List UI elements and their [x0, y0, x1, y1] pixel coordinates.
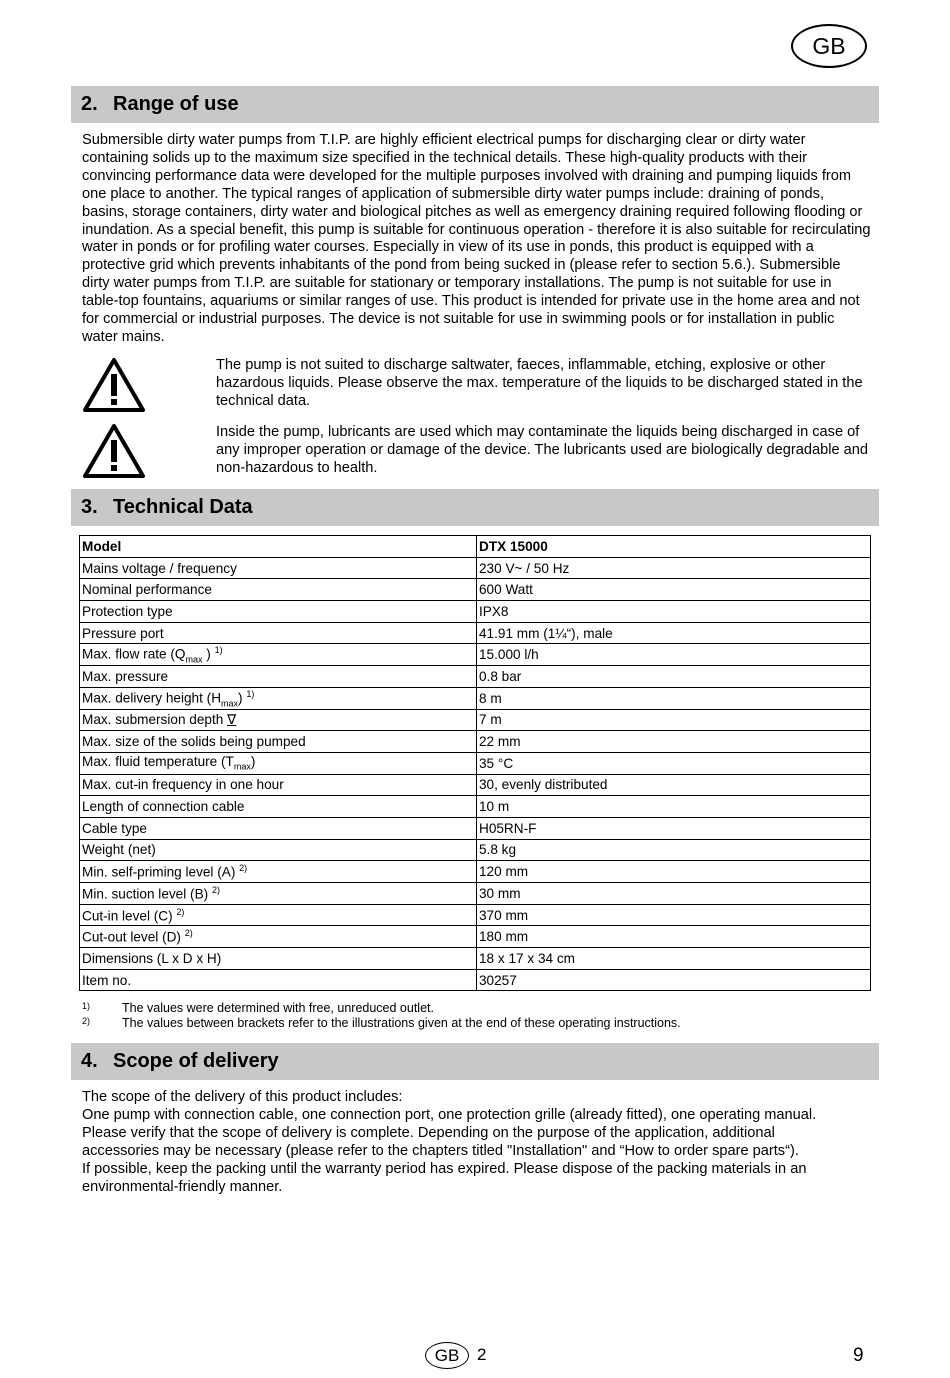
table-row [80, 861, 871, 883]
table-cell-label: Max. fluid temperature $(T_{max})$ [80, 752, 477, 774]
language-badge: GB [791, 24, 867, 68]
table-cell-label: Length of connection cable [80, 796, 477, 818]
table-cell-value: 30 mm [477, 883, 871, 905]
table-cell-value: 35 °C [477, 752, 871, 774]
table-cell-value: 22 mm [477, 731, 871, 753]
footnote-mark: 2) [82, 1016, 91, 1026]
table-cell-value: 600 Watt [477, 579, 871, 601]
page-number: 9 [853, 1345, 864, 1366]
table-row [80, 948, 871, 970]
table-cell-value: 41.91 mm (1¼“), male [477, 622, 871, 644]
footer-section-label: 2 [477, 1345, 487, 1364]
table-row [80, 622, 871, 644]
table-cell-value: 230 V~ / 50 Hz [477, 557, 871, 579]
table-cell-label: Min. self-priming level (A) $^{2)}$ [80, 861, 477, 883]
section-heading-scope-of-delivery [71, 1043, 879, 1080]
table-cell-value: 10 m [477, 796, 871, 818]
table-row [80, 579, 871, 601]
table-cell-value: 7 m [477, 709, 871, 731]
table-cell-label: Max. cut-in frequency in one hour [80, 774, 477, 796]
table-cell-label: Max. delivery height $(H_{max})$ $^{1)}$ [80, 687, 477, 709]
range-of-use-paragraph: Submersible dirty water pumps from T.I.P. are highly efficient electrical pumps for discharging clear or dirty water containing solids up to the maximum size specified in the technical details. These high-quality products with their convincing performance data were developed for the multiple purposes involved with draining and pumping liquids from one place to another. The typical ranges of application of submersible dirty water pumps include: draining of ponds, basins, storage containers, dirty water and biological pitches as well as emergency draining required following flooding or inundation. As a special benefit, this pump is suitable for continuous operation - therefore it is also suitable for recirculating water in ponds or for profiling water courses. Especially in view of its use in ponds, this product is equipped with a protective grid which prevents inhabitants of the pond from being sucked in (please refer to section 5.6.). Submersible dirty water pumps from T.I.P. are suitable for stationary or temporary installations. The pump is not suitable for use in table-top fountains, aquariums or similar ranges of use. This product is intended for private use in the home area and not for commercial or industrial purposes. The device is not suitable for use in swimming pools or for installation in public water mains. [82, 132, 871, 345]
section-title: Scope of delivery [113, 1050, 279, 1072]
footnote-1 [82, 1001, 434, 1015]
section-heading-technical-data [71, 489, 879, 526]
warning-triangle-icon [82, 357, 146, 413]
warning-triangle-icon [82, 423, 146, 479]
table-cell-value: IPX8 [477, 601, 871, 623]
table-cell-value: 15.000 l/h [477, 644, 871, 666]
table-row [80, 687, 871, 709]
section-heading-range-of-use [71, 86, 879, 123]
table-cell-label: Cut-out level (D) $^{2)}$ [80, 926, 477, 948]
table-row [80, 926, 871, 948]
footnote-2 [82, 1016, 681, 1030]
table-cell-label: Max. flow rate ($Q_{max}$ ) $^{1)}$ [80, 644, 477, 666]
table-row [80, 644, 871, 666]
scope-of-delivery-text [82, 1089, 882, 1196]
table-cell-label: Cut-in level (C) $^{2)}$ [80, 904, 477, 926]
table-cell-value: 30, evenly distributed [477, 774, 871, 796]
table-row [80, 817, 871, 839]
table-cell-label: Item no. [80, 969, 477, 991]
section-number: 4. [81, 1050, 98, 1072]
table-cell-value: 370 mm [477, 904, 871, 926]
delivery-line: accessories may be necessary (please refer to the chapters titled "Installation" and “How to order spare parts“). [82, 1142, 799, 1159]
section-title: Technical Data [113, 496, 253, 518]
table-row [80, 731, 871, 753]
table-cell-label: Max. size of the solids being pumped [80, 731, 477, 753]
table-cell-label: Model [80, 536, 477, 558]
table-row [80, 904, 871, 926]
delivery-line: environmental-friendly manner. [82, 1178, 283, 1195]
table-row [80, 601, 871, 623]
table-header-row [80, 536, 871, 558]
table-row [80, 969, 871, 991]
warning-text-lubricants: Inside the pump, lubricants are used which may contaminate the liquids being discharged in case of any improper operation or damage of the device. The lubricants used are biologically degradable and non-hazardous to health. [216, 424, 868, 476]
footnote-mark: 1) [82, 1001, 91, 1011]
table-cell-value: DTX 15000 [477, 536, 871, 558]
table-row [80, 557, 871, 579]
table-row [80, 839, 871, 861]
table-cell-label: Max. submersion depth ∇ [80, 709, 477, 731]
table-row [80, 796, 871, 818]
table-cell-label: Max. pressure [80, 666, 477, 688]
delivery-line: Please verify that the scope of delivery is complete. Depending on the purpose of the application, additional [82, 1124, 775, 1141]
table-cell-label: Cable type [80, 817, 477, 839]
table-cell-label: Nominal performance [80, 579, 477, 601]
table-cell-value: 120 mm [477, 861, 871, 883]
footer-language-badge: GB [425, 1342, 469, 1369]
water-level-icon: ∇ [227, 711, 237, 727]
table-cell-value: H05RN-F [477, 817, 871, 839]
table-cell-label: Mains voltage / frequency [80, 557, 477, 579]
table-cell-value: 180 mm [477, 926, 871, 948]
section-number: 3. [81, 496, 98, 518]
table-cell-label: Dimensions (L x D x H) [80, 948, 477, 970]
section-number: 2. [81, 93, 98, 115]
table-cell-value: 8 m [477, 687, 871, 709]
table-cell-value: 5.8 kg [477, 839, 871, 861]
warning-text-hazardous-liquids: The pump is not suited to discharge saltwater, faeces, inflammable, etching, explosive or other hazardous liquids. Please observe the max. temperature of the liquids to be discharged stated in the technical data. [216, 357, 863, 409]
table-row [80, 774, 871, 796]
table-cell-value: 0.8 bar [477, 666, 871, 688]
table-cell-label: Pressure port [80, 622, 477, 644]
table-row [80, 883, 871, 905]
table-row [80, 709, 871, 731]
footnote-text: The values between brackets refer to the illustrations given at the end of these operating instructions. [122, 1016, 681, 1030]
table-cell-value: 30257 [477, 969, 871, 991]
table-cell-label: Protection type [80, 601, 477, 623]
delivery-line: If possible, keep the packing until the warranty period has expired. Please dispose of the packing materials in an [82, 1160, 807, 1177]
table-cell-value: 18 x 17 x 34 cm [477, 948, 871, 970]
footnote-text: The values were determined with free, unreduced outlet. [122, 1001, 434, 1015]
table-cell-label: Weight (net) [80, 839, 477, 861]
table-cell-label: Min. suction level (B) $^{2)}$ [80, 883, 477, 905]
table-row [80, 752, 871, 774]
table-row [80, 666, 871, 688]
section-title: Range of use [113, 93, 239, 115]
delivery-line: The scope of the delivery of this product includes: [82, 1089, 403, 1105]
technical-data-table [79, 535, 871, 991]
delivery-line: One pump with connection cable, one connection port, one protection grille (already fitted), one operating manual. [82, 1106, 817, 1123]
